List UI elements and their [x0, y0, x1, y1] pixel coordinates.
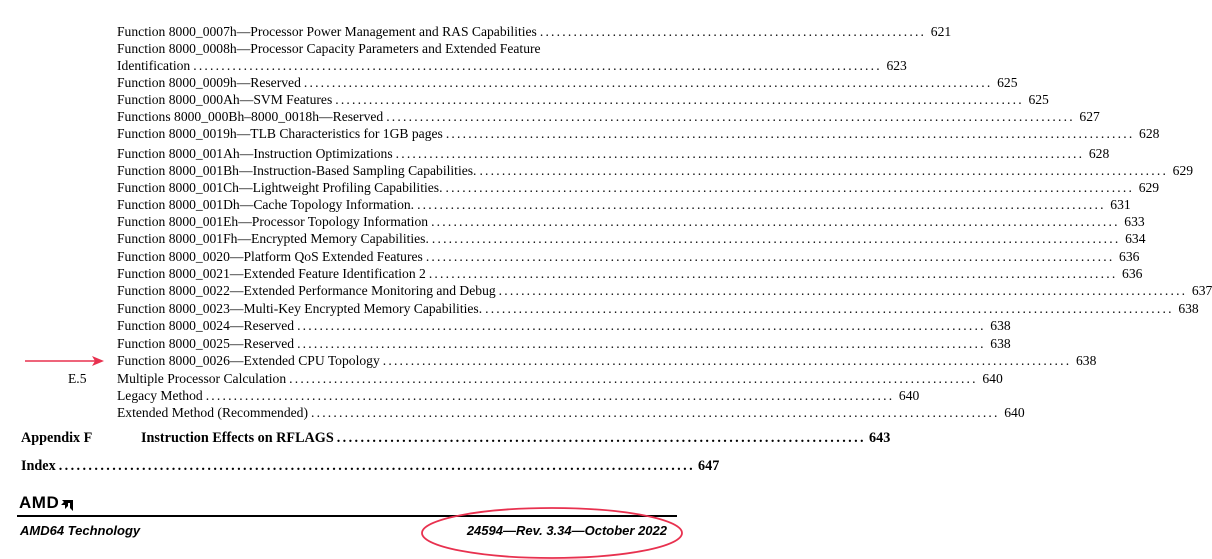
toc-entry-page: 637	[1191, 283, 1212, 298]
toc-entry[interactable]	[117, 335, 1011, 352]
toc-entry-page: 628	[1139, 126, 1160, 141]
dot-leader: ...........................................................................................................................	[297, 336, 986, 351]
dot-leader: ...........................................................................................................................	[431, 214, 1120, 229]
toc-entry-title: Function 8000_001Eh—Processor Topology Information	[117, 214, 429, 229]
toc-entry-title: Function 8000_001Ah—Instruction Optimizations	[117, 146, 393, 161]
index-label: Index	[21, 458, 56, 474]
toc-entry[interactable]	[117, 57, 907, 74]
dot-leader: ...........................................................................................................................	[445, 126, 1135, 141]
logo-text: AMD	[19, 493, 60, 512]
toc-entry-title: Function 8000_0022—Extended Performance Monitoring and Debug	[117, 283, 496, 298]
dot-leader: .....................................................................	[539, 24, 927, 39]
toc-entry-title: Extended Method (Recommended)	[117, 405, 309, 420]
toc-entry[interactable]	[117, 300, 1199, 317]
appendix-page: 643	[869, 430, 891, 446]
dot-leader: ...........................................................................................................................	[289, 371, 978, 386]
toc-entry[interactable]	[117, 265, 1143, 282]
dot-leader: ...........................................................................................................................	[445, 180, 1135, 195]
toc-entry[interactable]	[117, 230, 1146, 247]
toc-entry-title: Function 8000_0023—Multi-Key Encrypted Memory Capabilities.	[117, 301, 483, 316]
dot-leader: ...........................................................................................................................	[479, 163, 1169, 178]
toc-entry[interactable]	[117, 282, 1212, 299]
toc-entry-title: Function 8000_0026—Extended CPU Topology	[117, 353, 380, 368]
dot-leader: ...........................................................................................................................	[498, 283, 1188, 298]
dot-leader: ...........................................................................................................................	[428, 266, 1118, 281]
toc-entry[interactable]	[117, 196, 1131, 213]
toc-entry-title: Function 8000_000Ah—SVM Features	[117, 92, 333, 107]
toc-entry-page: 638	[990, 336, 1011, 351]
toc-entry-highlighted[interactable]	[117, 352, 1097, 369]
dot-leader: ...........................................................................................................................	[417, 197, 1106, 212]
toc-entry[interactable]	[117, 125, 1160, 142]
toc-entry[interactable]	[117, 74, 1018, 91]
toc-entry-page: 628	[1088, 146, 1110, 161]
toc-entry[interactable]	[117, 404, 1025, 421]
dot-leader: ...........................................................................................................................	[431, 231, 1121, 246]
toc-entry-page: 636	[1119, 249, 1140, 264]
toc-entry-title: Function 8000_0007h—Processor Power Management and RAS Capabilities	[117, 24, 537, 39]
toc-entry-page: 629	[1172, 163, 1194, 178]
toc-entry-page: 640	[982, 371, 1003, 386]
dot-leader: ...........................................................................................................................	[297, 318, 986, 333]
toc-entry-title: Function 8000_0020—Platform QoS Extended Features	[117, 249, 423, 264]
amd-arrow-logo-icon	[61, 497, 73, 509]
toc-entry-title: Function 8000_0024—Reserved	[117, 318, 295, 333]
toc-entry[interactable]	[117, 162, 1194, 179]
toc-entry-page: 627	[1079, 109, 1100, 124]
toc-entry-page: 633	[1124, 214, 1145, 229]
toc-entry-page: 629	[1138, 180, 1160, 195]
toc-appendix-entry[interactable]	[21, 428, 891, 448]
toc-entry-title: Legacy Method	[117, 388, 203, 403]
toc-entry-page: 625	[1028, 92, 1049, 107]
toc-entry-page: 625	[997, 75, 1018, 90]
toc-entry[interactable]	[117, 91, 1049, 108]
toc-entry-page: 640	[898, 388, 920, 403]
toc-entry-title: Functions 8000_000Bh–8000_0018h—Reserved	[117, 109, 384, 124]
toc-entry-title: Function 8000_0025—Reserved	[117, 336, 295, 351]
toc-entry-page: 638	[1075, 353, 1097, 368]
toc-entry-page: 638	[1178, 301, 1199, 316]
footer-document-title: AMD64 Technology	[20, 523, 141, 538]
dot-leader: ...........................................................................................................................	[335, 92, 1024, 107]
footer-rule	[17, 515, 677, 517]
dot-leader: ...........................................................................................................................	[382, 353, 1072, 368]
toc-entry-title: Function 8000_001Bh—Instruction-Based Sampling Capabilities.	[117, 163, 477, 178]
toc-entry[interactable]	[117, 108, 1100, 125]
toc-entry-page: 638	[990, 318, 1011, 333]
toc-entry[interactable]	[117, 387, 920, 404]
toc-entry-title: Function 8000_0009h—Reserved	[117, 75, 301, 90]
toc-section-entry[interactable]	[117, 370, 1003, 387]
dot-leader: ...........................................................................................................	[58, 458, 696, 474]
toc-entry[interactable]	[117, 145, 1110, 162]
red-arrow-annotation	[25, 356, 104, 366]
dot-leader: .........................................................................................	[336, 430, 866, 446]
section-number: E.5	[68, 371, 87, 386]
dot-leader: ...........................................................................................................................	[303, 75, 993, 90]
appendix-title: Instruction Effects on RFLAGS	[141, 430, 334, 446]
dot-leader: ...........................................................................................................................	[193, 58, 882, 73]
toc-entry-title: Function 8000_001Ch—Lightweight Profiling Capabilities.	[117, 180, 443, 195]
toc-entry-page: 621	[930, 24, 952, 39]
toc-entry[interactable]	[117, 179, 1160, 196]
toc-index-entry[interactable]	[21, 456, 720, 476]
toc-entry-page: 636	[1122, 266, 1143, 281]
dot-leader: ...........................................................................................................................	[386, 109, 1075, 124]
toc-entry-page: 623	[886, 58, 907, 73]
toc-entry-title: Function 8000_001Dh—Cache Topology Information.	[117, 197, 415, 212]
dot-leader: ...........................................................................................................................	[205, 388, 895, 403]
toc-entry[interactable]	[117, 317, 1011, 334]
dot-leader: ...........................................................................................................................	[485, 301, 1174, 316]
dot-leader: ...........................................................................................................................	[395, 146, 1085, 161]
toc-entry[interactable]	[117, 213, 1145, 230]
dot-leader: ...........................................................................................................................	[311, 405, 1000, 420]
footer-revision: 24594—Rev. 3.34—October 2022	[466, 523, 667, 538]
appendix-label: Appendix F	[21, 430, 93, 446]
toc-entry-title: Function 8000_001Fh—Encrypted Memory Capabilities.	[117, 231, 429, 246]
toc-entry-page: 640	[1004, 405, 1025, 420]
toc-entry-title: Identification	[117, 58, 191, 73]
toc-entry[interactable]	[117, 248, 1140, 265]
amd-logo	[19, 493, 73, 513]
toc-entry-title: Function 8000_0021—Extended Feature Identification 2	[117, 266, 426, 281]
toc-entry-page: 631	[1110, 197, 1131, 212]
toc-entry[interactable]	[117, 23, 952, 40]
dot-leader: ...........................................................................................................................	[425, 249, 1115, 264]
toc-entry[interactable]	[117, 40, 541, 57]
index-page: 647	[698, 458, 720, 474]
toc-entry-title: Function 8000_0019h—TLB Characteristics for 1GB pages	[117, 126, 443, 141]
toc-entry-title: Multiple Processor Calculation	[117, 371, 287, 386]
toc-entry-title: Function 8000_0008h—Processor Capacity Parameters and Extended Feature	[117, 41, 541, 56]
toc-entry-page: 634	[1125, 231, 1146, 246]
